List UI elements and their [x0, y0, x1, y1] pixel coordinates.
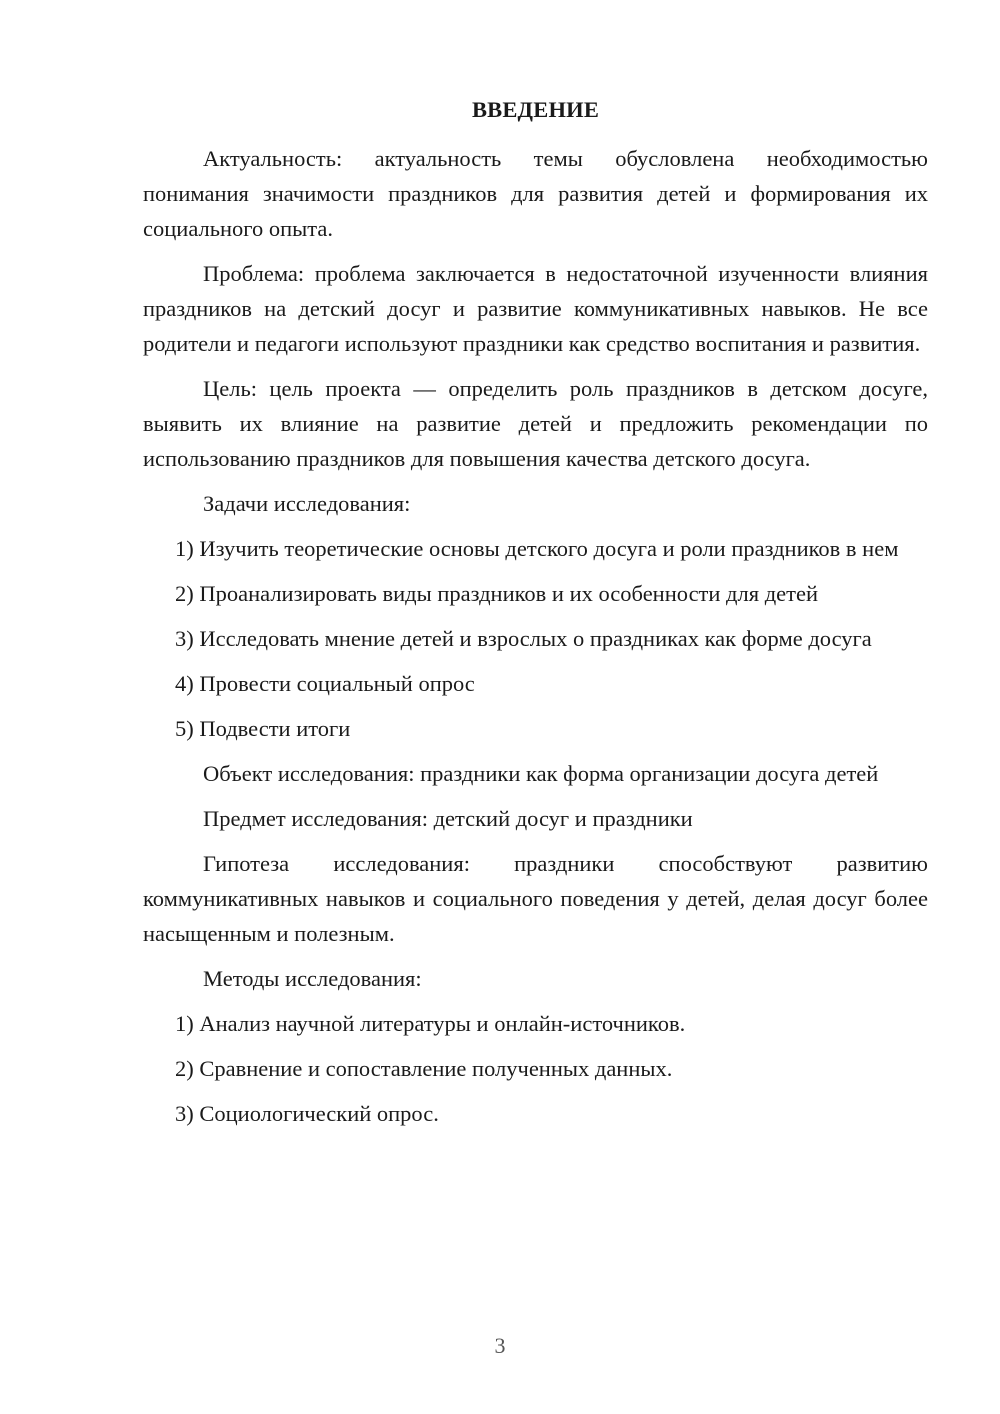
task-item-2: 2) Проанализировать виды праздников и их особенности для детей [175, 581, 818, 606]
relevance-paragraph: Актуальность: актуальность темы обусловлена необходимостью понимания значимости праздников для развития детей и формирования их социального опыта. [143, 146, 928, 241]
task-item-1: 1) Изучить теоретические основы детского досуга и роли праздников в нем [175, 536, 899, 561]
section-title: ВВЕДЕНИЕ [471, 97, 600, 122]
subject-paragraph: Предмет исследования: детский досуг и праздники [203, 806, 693, 831]
method-item-1: 1) Анализ научной литературы и онлайн-источников. [175, 1011, 686, 1036]
goal-paragraph: Цель: цель проекта — определить роль праздников в детском досуге, выявить их влияние на развитие детей и предложить рекомендации по использованию праздников для повышения качества детского досуга. [143, 376, 928, 471]
hypothesis-paragraph: Гипотеза исследования: праздники способствуют развитию коммуникативных навыков и социального поведения у детей, делая досуг более насыщенным и полезным. [143, 851, 928, 946]
methods-heading: Методы исследования: [203, 966, 422, 991]
page-number: 3 [494, 1333, 506, 1358]
method-item-3: 3) Социологический опрос. [175, 1101, 439, 1126]
tasks-heading: Задачи исследования: [203, 491, 411, 516]
document-body [143, 92, 928, 1141]
task-item-5: 5) Подвести итоги [175, 716, 351, 741]
task-item-4: 4) Провести социальный опрос [175, 671, 475, 696]
method-item-2: 2) Сравнение и сопоставление полученных данных. [175, 1056, 673, 1081]
problem-paragraph: Проблема: проблема заключается в недостаточной изученности влияния праздников на детский досуг и развитие коммуникативных навыков. Не все родители и педагоги используют праздники как средство воспитания и развития. [143, 261, 928, 356]
object-paragraph: Объект исследования: праздники как форма организации досуга детей [203, 761, 879, 786]
task-item-3: 3) Исследовать мнение детей и взрослых о праздниках как форме досуга [175, 626, 872, 651]
